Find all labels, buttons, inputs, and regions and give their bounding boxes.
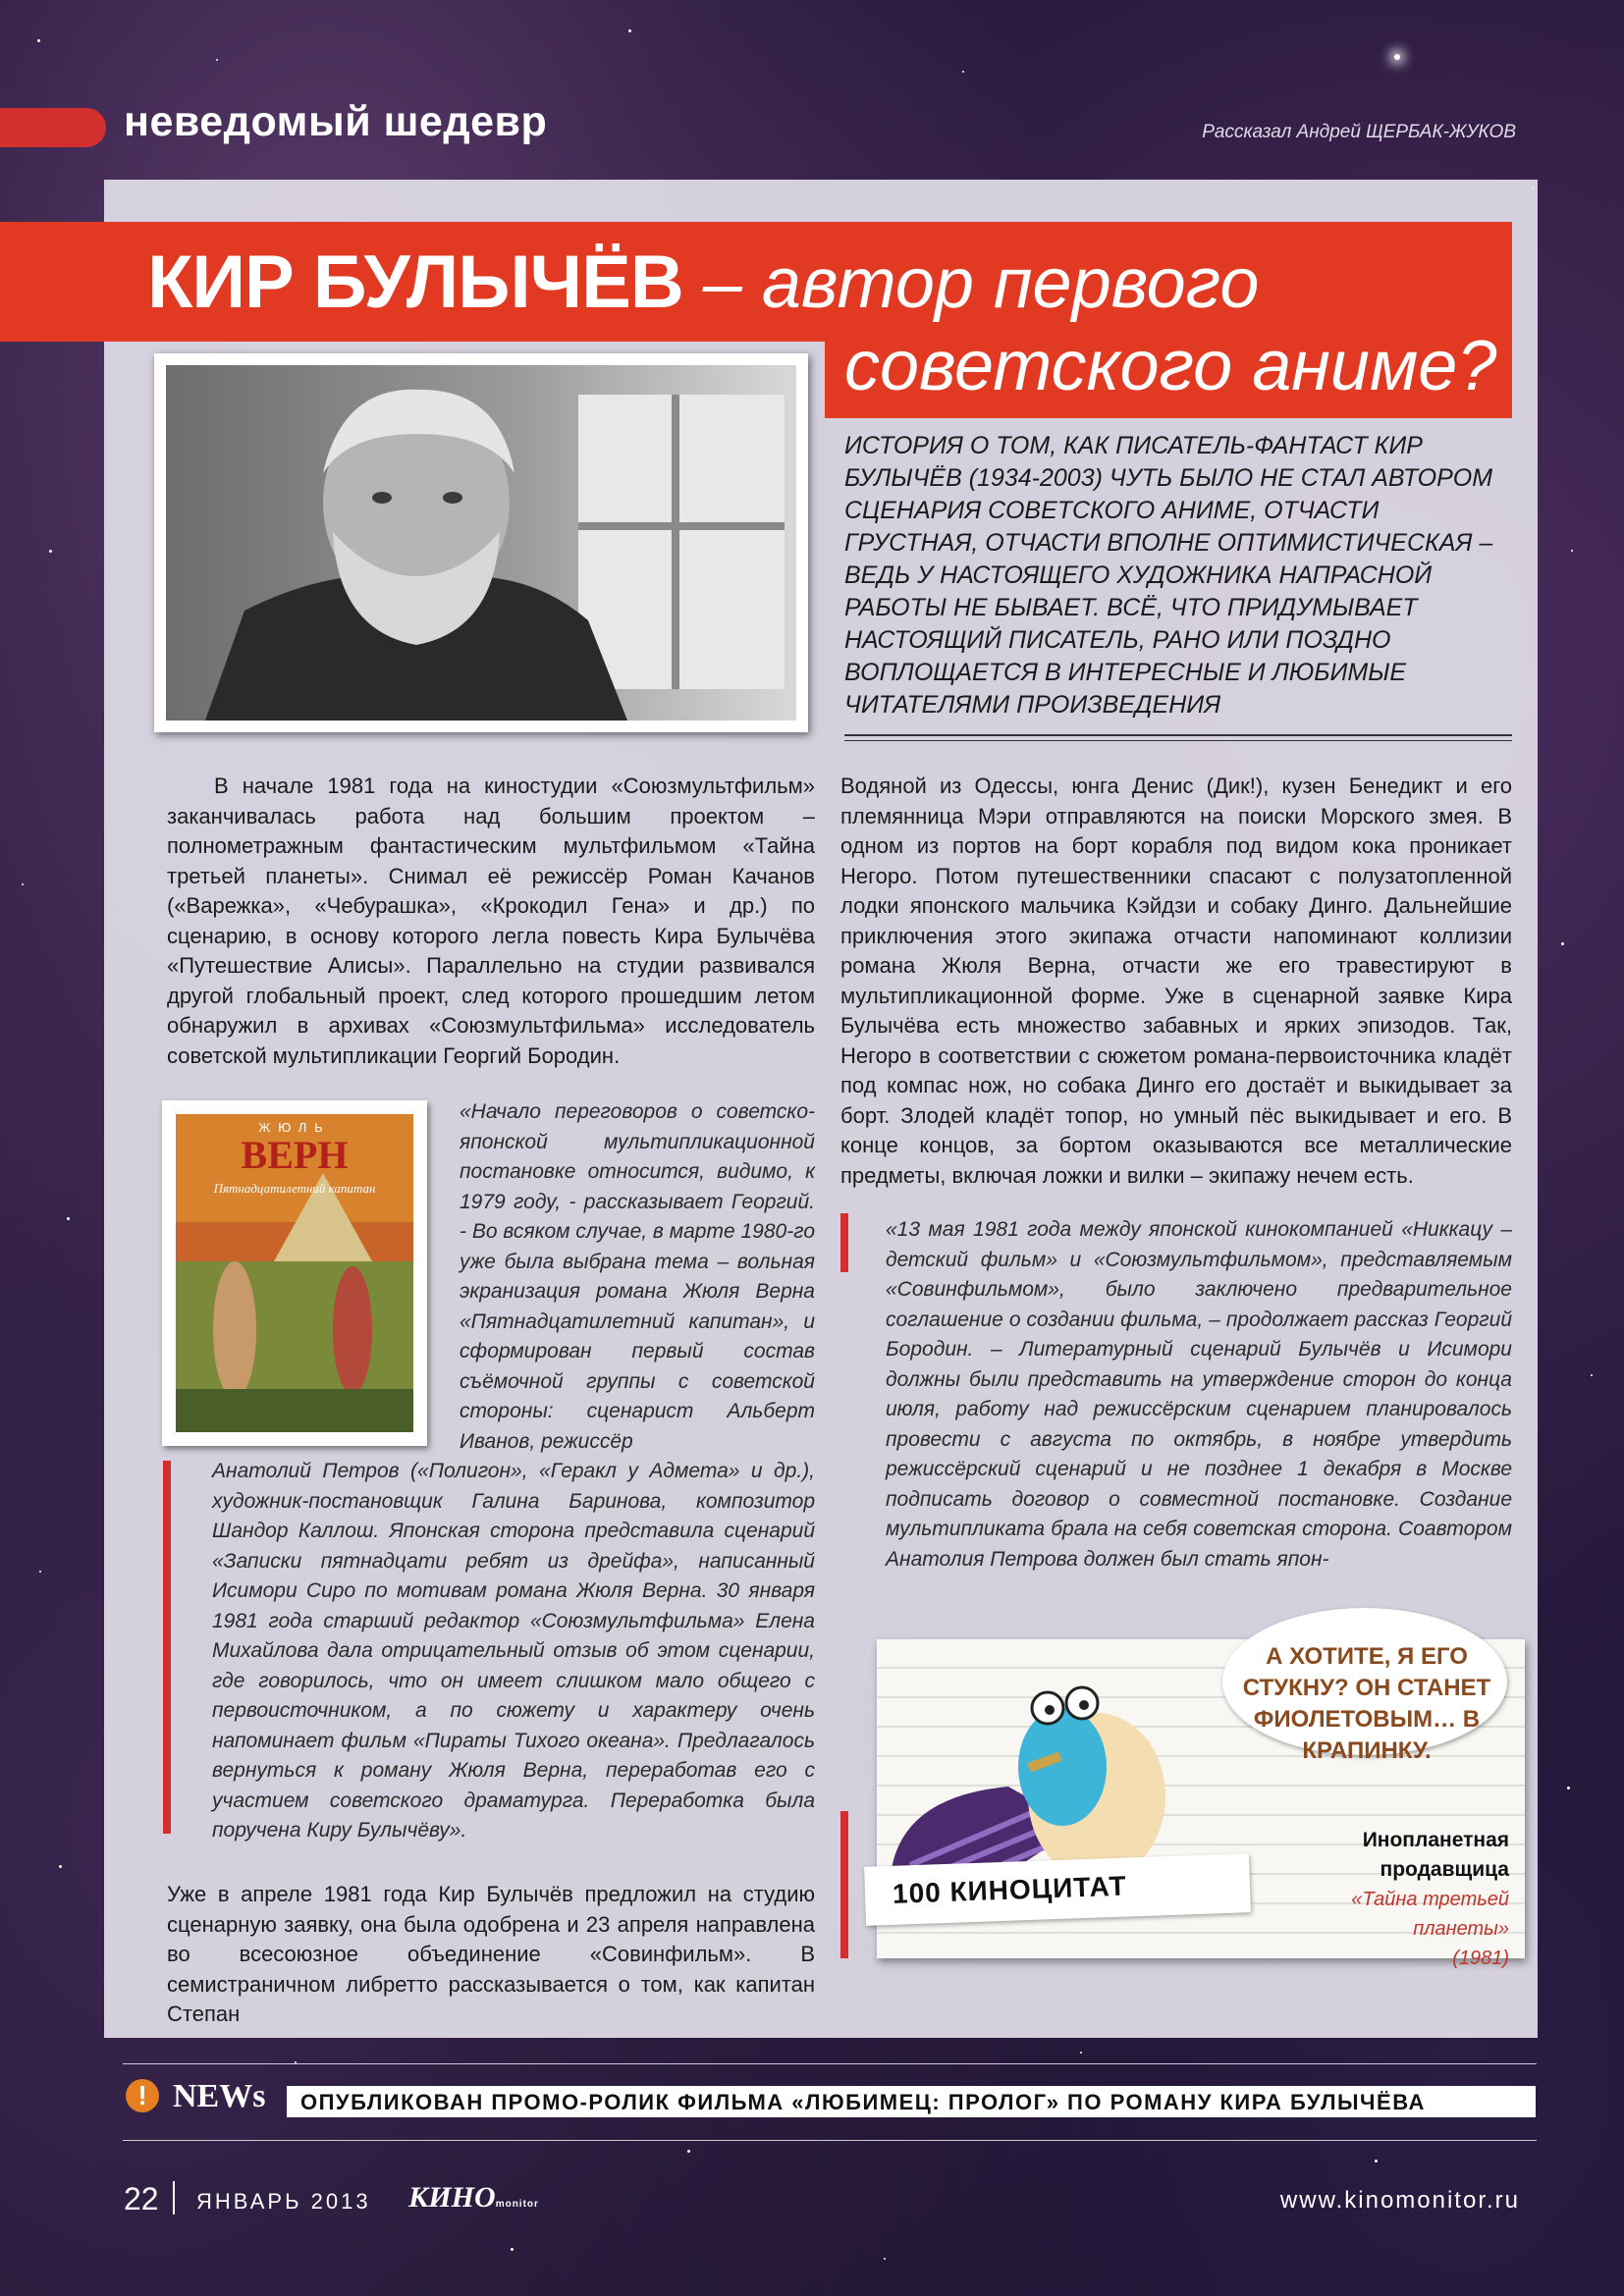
article-lead: ИСТОРИЯ О ТОМ, КАК ПИСАТЕЛЬ-ФАНТАСТ КИР БУЛЫЧЁВ (1934-2003) ЧУТЬ БЫЛО НЕ СТАЛ АВТОРОМ СЦЕНАРИЯ СОВЕТСКОГО АНИМЕ, ОТЧАСТИ ГРУСТНАЯ, ОТЧАСТИ ВПОЛНЕ ОПТИМИСТИЧЕСКАЯ – ВЕДЬ У НАСТОЯЩЕГО ХУДОЖНИКА НАПРАСНОЙ РАБОТЫ НЕ БЫВАЕТ. ВСЁ, ЧТО ПРИДУМЫВАЕТ НАСТОЯЩИЙ ПИСАТЕЛЬ, РАНО ИЛИ ПОЗДНО ВОПЛОЩАЕТСЯ В ИНТЕРЕСНЫЕ И ЛЮБИМЫЕ ЧИТАТЕЛЯМИ ПРОИЗВЕДЕНИЯ [844, 432, 1493, 719]
quote-film [1313, 1885, 1509, 1973]
quote-2-bar-bottom [840, 1811, 848, 1958]
logo-text: КИНО [408, 2181, 496, 2214]
issue-date: ЯНВАРЬ 2013 [196, 2189, 371, 2214]
page-number: 22 [124, 2181, 159, 2216]
lead-divider-thin [844, 740, 1512, 741]
section-title: неведомый шедевр [124, 98, 548, 145]
quote-1-bottom: Анатолий Петров («Полигон», «Геракл у Адмета» и др.), художник-постановщик Галина Баринова, композитор Шандор Каллош. Японская сторона представила сценарий «Записки пятнадцати ребят из дрейфа», написанный Исимори Сиро по мотивам романа Жюля Верна. 30 января 1981 года старший редактор «Союзмультфильма» Елена Михайлова дала отрицательный отзыв об этом сценарии, где говорилось, что он имеет слишком мало общего с первоисточником, а по сюжету и характеру очень напоминает фильм «Пираты Тихого океана». Предлагалось вернуться к роману Жюля Верна, переработав его с участием советского драматурга. Переработка была поручена Киру Булычёву». [212, 1460, 815, 1842]
quote-1-bar [163, 1461, 171, 1834]
magazine-logo [408, 2181, 539, 2215]
quote-1-top: «Начало переговоров о советско-японской мультипликационной постановке относится, видимо, к 1979 году, - рассказывает Георгий. - Во всяком случае, в марте 1980-го уже была выбрана тема – вольная экранизация романа Жюля Верна «Пятнадцатилетний капитан», и сформирован первый состав съёмочной группы с советской стороны: сценарист Альберт Иванов, режиссёр [460, 1100, 815, 1453]
website-link[interactable]: www.kinomonitor.ru [1279, 2187, 1520, 2214]
news-rule-top [123, 2063, 1537, 2064]
footer-separator [173, 2181, 175, 2215]
speech-bubble-text: А ХОТИТЕ, Я ЕГО СТУКНУ? ОН СТАНЕТ ФИОЛЕТОВЫМ… В КРАПИНКУ. [1242, 1643, 1491, 1764]
book-surname: ВЕРН [241, 1133, 349, 1177]
lead-divider [844, 734, 1512, 736]
article-title-line2: советского аниме? [844, 327, 1497, 405]
quote-2: «13 мая 1981 года между японской кинокомпанией «Никкацу – детский фильм» и «Союзмультфильмом», представляемым «Совинфильмом», было заключено предварительное соглашение о создании фильма, – продолжает рассказ Георгий Бородин. – Литературный сценарий Булычёв и Исимори должны были представить на утверждение сторон до конца июля, работу над режиссёрским сценарием планировалось провести с августа по октябрь, в ноябре утвердить режиссёрский сценарий и не позднее 1 декабря в Москве подписать договор о совместной постановке. Создание мультипликата брала на себя советская сторона. Соавтором Анатолия Петрова должен был стать япон- [886, 1218, 1512, 1571]
article-title [147, 240, 1259, 325]
movie-quote-card [877, 1639, 1535, 1969]
title-name: КИР БУЛЫЧЁВ [147, 240, 683, 324]
news-logo: NEWs [173, 2078, 266, 2114]
book-cover-image [176, 1114, 413, 1432]
portrait-photo [154, 353, 808, 732]
book-author: ЖЮЛЬ [258, 1120, 331, 1135]
news-headline-box[interactable] [287, 2086, 1536, 2117]
logo-subtext: monitor [495, 2199, 539, 2210]
exclamation-icon: ! [126, 2079, 159, 2112]
title-rest: – автор первого [682, 244, 1260, 323]
book-title: Пятнадцатилетний капитан [213, 1181, 376, 1196]
quote-film-year: (1981) [1452, 1948, 1509, 1969]
body-paragraph-2: Уже в апреле 1981 года Кир Булычёв предложил на студию сценарную заявку, она была одобрена и 23 апреля направлена во всесоюзное объединение «Совинфильм». В семистраничном либретто рассказывается о том, как капитан Степан [167, 1882, 815, 2026]
news-headline: ОПУБЛИКОВАН ПРОМО-РОЛИК ФИЛЬМА «ЛЮБИМЕЦ: ПРОЛОГ» ПО РОМАНУ КИРА БУЛЫЧЁВА [300, 2090, 1426, 2114]
news-rule-bottom [123, 2140, 1537, 2141]
quote-2-bar-top [840, 1213, 848, 1272]
body-paragraph-3: Водяной из Одессы, юнга Денис (Дик!), кузен Бенедикт и его племянница Мэри отправляются на поиски Морского змея. В одном из портов на борт корабля под видом кока проникает Негоро. Потом путешественники спасают с полузатопленной лодки японского мальчика Кэйдзи и собаку Динго. Дальнейшие приключения этого экипажа отчасти напоминают коллизии романа Жюля Верна, отчасти же его травестируют в мультипликационной форме. Уже в сценарной заявке Кира Булычёва есть множество забавных и ярких эпизодов. Так, Негоро в соответствии с сюжетом романа-первоисточника кладёт под компас нож, но собака Динго его достаёт и выкидывает за борт. Злодей кладёт топор, но умный пёс выкидывает и его. В конце концов, за бортом оказываются все металлические предметы, включая ложки и вилки – экипажу нечем есть. [840, 774, 1512, 1188]
quote-character: Инопланетная продавщица [1362, 1829, 1509, 1881]
quote-film-title: «Тайна третьей планеты» [1351, 1889, 1509, 1940]
body-paragraph-1: В начале 1981 года на киностудии «Союзмультфильм» заканчивалась работа над большим проектом – полнометражным фантастическим мультфильмом «Тайна третьей планеты». Снимал её режиссёр Роман Качанов («Варежка», «Чебурашка», «Крокодил Гена» и др.) по сценарию, в основу которого легла повесть Кира Булычёва «Путешествие Алисы». Параллельно на студии развивался другой глобальный проект, след которого прошедшим летом обнаружил в архивах «Союзмультфильма» исследователь советской мультипликации Георгий Бородин. [167, 774, 815, 1068]
quote-series-text: 100 КИНОЦИТАТ [892, 1870, 1128, 1909]
byline: Рассказал Андрей ЩЕРБАК-ЖУКОВ [1202, 122, 1516, 142]
book-cover [162, 1100, 427, 1446]
section-marker [0, 108, 106, 147]
portrait-image [166, 365, 796, 721]
